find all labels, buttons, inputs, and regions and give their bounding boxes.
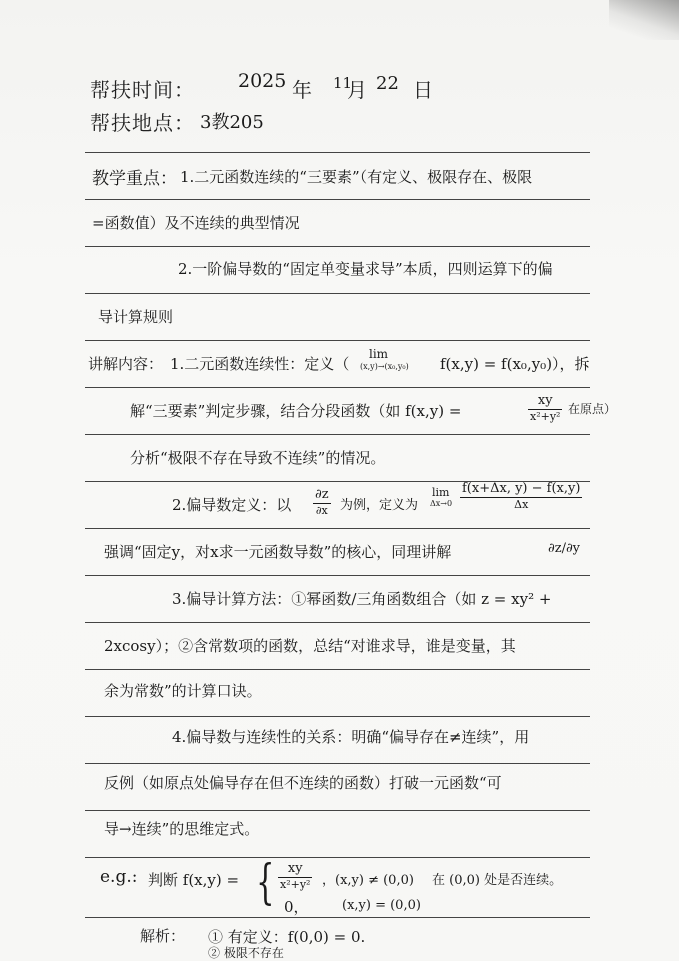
p2-lim: lim (432, 486, 450, 499)
analysis-step1: ① 有定义：f(0,0) = 0. (208, 928, 366, 946)
p1-line1-b: f(x,y) = f(x₀,y₀)），拆 (440, 355, 590, 373)
p1-lim-sub: (x,y)→(x₀,y₀) (360, 362, 409, 371)
analysis-heading: 解析： (140, 927, 186, 945)
ruled-line (85, 810, 590, 811)
year-unit: 年 (292, 78, 313, 102)
p2-line1-b: 为例，定义为 (340, 498, 419, 513)
ruled-line (85, 917, 590, 918)
p2-partial-y: ∂z/∂y (548, 541, 581, 556)
ruled-line (85, 528, 590, 529)
time-label: 帮扶时间： (90, 78, 195, 102)
example-case2-value: 0， (284, 898, 309, 916)
page-corner-shadow (609, 0, 679, 40)
p2-line1-a: 2.偏导数定义：以 (172, 496, 292, 514)
month-unit: 月 (347, 78, 368, 102)
example-case1-fraction (278, 862, 312, 891)
p2-partial-numerator: ∂z (315, 487, 329, 502)
ruled-line (85, 387, 590, 388)
content-heading: 讲解内容： (88, 355, 164, 373)
p2-line2: 强调“固定y，对x求一元函数导数”的核心，同理讲解 (104, 543, 452, 561)
example-case1-denominator: x²+y² (280, 878, 311, 891)
p1-line2-a: 解“三要素”判定步骤，结合分段函数（如 f(x,y) = (130, 402, 462, 420)
example-case2-condition: (x,y) = (0,0) (342, 898, 421, 913)
place-value: 3教205 (200, 112, 264, 133)
p1-line2-b: 在原点） (568, 402, 617, 416)
p4-line1: 4.偏导数与连续性的关系：明确“偏导存在≠连续”，用 (172, 728, 530, 746)
ruled-line (85, 199, 590, 200)
example-label: e.g.: (100, 867, 138, 887)
p4-line3: 导→连续”的思维定式。 (104, 820, 260, 838)
focus-item2-line1: 2.一阶偏导数的“固定单变量求导”本质，四则运算下的偏 (178, 260, 553, 278)
day-unit: 日 (413, 78, 434, 102)
focus-heading: 教学重点： (92, 169, 177, 189)
day-value: 22 (376, 73, 399, 94)
p2-partial-fraction (313, 488, 331, 517)
p1-fraction-numerator: xy (537, 393, 553, 408)
example-case1-tail: 在 (0,0) 处是否连续。 (432, 873, 563, 888)
year-value: 2025 (238, 70, 287, 92)
ruled-line (85, 340, 590, 341)
month-value: 11 (333, 74, 353, 92)
ruled-line (85, 293, 590, 294)
ruled-line (85, 434, 590, 435)
p3-line3: 余为常数”的计算口诀。 (104, 682, 262, 700)
focus-item1-line2: =函数值）及不连续的典型情况 (92, 214, 300, 232)
ruled-line (85, 857, 590, 858)
ruled-line (85, 622, 590, 623)
p3-line2: 2xcosy）；②含常数项的函数，总结“对谁求导，谁是变量，其 (104, 637, 516, 655)
p1-line3: 分析“极限不存在导致不连续”的情况。 (130, 449, 386, 467)
example-case1-numerator: xy (287, 861, 303, 876)
place-label: 帮扶地点： (90, 111, 195, 135)
p4-line2: 反例（如原点处偏导存在但不连续的函数）打破一元函数“可 (104, 774, 502, 792)
p2-diff-denominator: Δx (514, 498, 529, 511)
p2-difference-quotient (460, 482, 582, 511)
ruled-line (85, 716, 590, 717)
ruled-line (85, 246, 590, 247)
p3-line1: 3.偏导计算方法：①幂函数/三角函数组合（如 z = xy² + (172, 590, 552, 608)
example-text-a: 判断 f(x,y) = (148, 871, 240, 889)
focus-item1-line1: 1.二元函数连续的“三要素”（有定义、极限存在、极限 (180, 168, 533, 186)
piecewise-brace: { (256, 854, 275, 910)
ruled-line (85, 763, 590, 764)
p1-line1-a: 1.二元函数连续性：定义（ (170, 355, 350, 373)
p2-diff-numerator: f(x+Δx, y) − f(x,y) (462, 481, 581, 496)
p2-lim-sub: Δx→0 (430, 499, 453, 508)
focus-item2-line2: 导计算规则 (98, 308, 174, 326)
p1-lim: lim (369, 347, 389, 361)
ruled-line (85, 152, 590, 153)
ruled-line (85, 575, 590, 576)
example-case1-condition: ，(x,y) ≠ (0,0) (322, 873, 414, 888)
analysis-step2: ② 极限不存在 (208, 946, 284, 960)
p1-fraction (528, 394, 562, 423)
p1-fraction-denominator: x²+y² (530, 410, 561, 423)
ruled-line (85, 669, 590, 670)
p2-partial-denominator: ∂x (315, 504, 328, 517)
